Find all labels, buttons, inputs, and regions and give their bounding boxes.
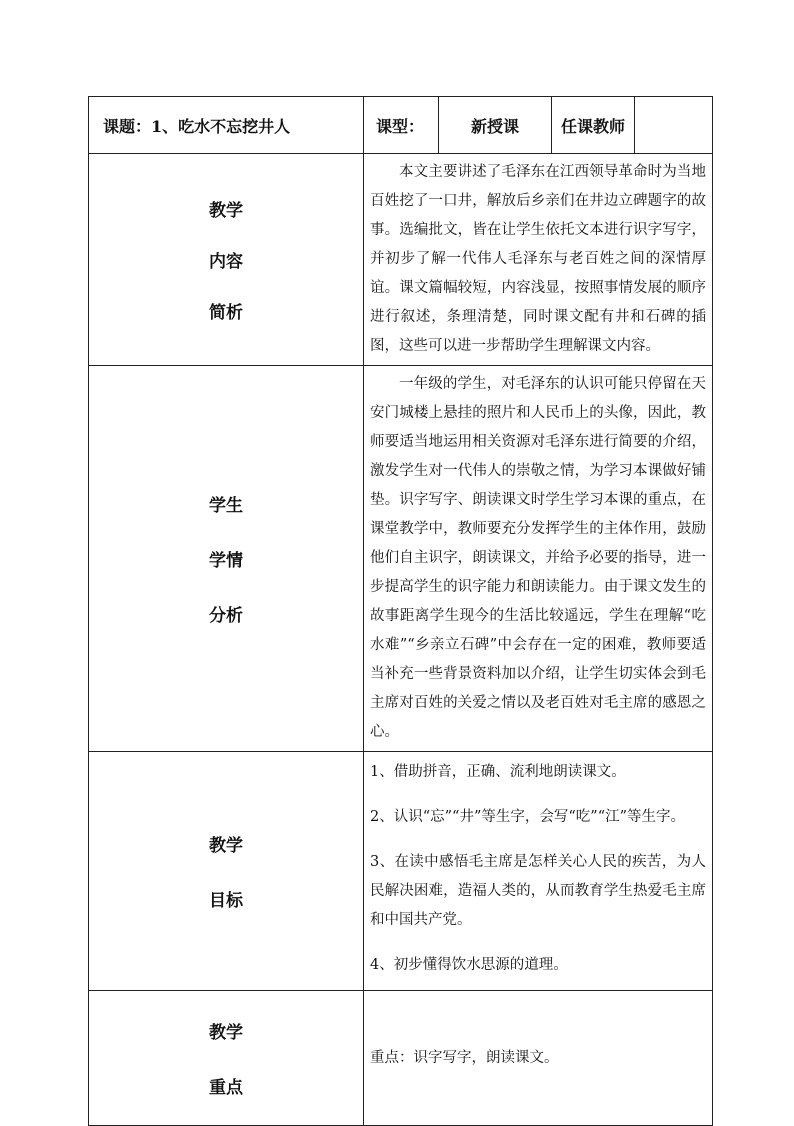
teacher-value bbox=[635, 97, 713, 154]
goals-cell bbox=[364, 752, 713, 991]
content-text: 本文主要讲述了毛泽东在江西领导革命时为当地百姓挖了一口井，解放后乡亲们在井边立碑题字的故事。选编批文，皆在让学生依托文本进行识字写字，并初步了解一代伟人毛泽东与老百姓之间的深情厚谊。课文篇幅较短，内容浅显，按照事情发展的顺序进行叙述，条理清楚，同时课文配有井和石碑的插图，这些可以进一步帮助学生理解课文内容。 bbox=[370, 164, 706, 354]
content-label: 教学 内容 简析 bbox=[89, 154, 364, 366]
lesson-plan-table bbox=[88, 96, 713, 1126]
lesson-plan-sheet bbox=[88, 96, 713, 1126]
goals-row bbox=[89, 752, 713, 991]
focus-label: 教学 重点 bbox=[89, 991, 364, 1126]
students-text: 一年级的学生，对毛泽东的认识可能只停留在天安门城楼上悬挂的照片和人民币上的头像，因此，教师要适当地运用相关资源对毛泽东进行简要的介绍，激发学生对一代伟人的崇敬之情，为学习本课做好铺垫。识字写字、朗读课文时学生学习本课的重点，在课堂教学中，教师要充分发挥学生的主体作用，鼓励他们自主识字，朗读课文，并给予必要的指导，进一步提高学生的识字能力和朗读能力。由于课文发生的故事距离学生现今的生活比较遥远，学生在理解“吃水难”“乡亲立石碑”中会存在一定的困难，教师要适当补充一些背景资料加以介绍，让学生切实体会到毛主席对百姓的关爱之情以及老百姓对毛主席的感恩之心。 bbox=[370, 376, 706, 740]
students-text-cell bbox=[364, 366, 713, 752]
goal-item: 1、借助拼音，正确、流利地朗读课文。 bbox=[370, 764, 626, 780]
teacher-label: 任课教师 bbox=[552, 97, 635, 154]
goals-label: 教学 目标 bbox=[89, 752, 364, 991]
lesson-title: 课题：1、吃水不忘挖井人 bbox=[89, 97, 364, 154]
goal-item: 3、在读中感悟毛主席是怎样关心人民的疾苦，为人民解决困难，造福人类的，从而教育学生热爱毛主席和中国共产党。 bbox=[370, 854, 706, 928]
lesson-type-value: 新授课 bbox=[439, 97, 552, 154]
students-row bbox=[89, 366, 713, 752]
goal-item: 2、认识“忘”“井”等生字，会写“吃”“江”等生字。 bbox=[370, 809, 686, 825]
header-row bbox=[89, 97, 713, 154]
focus-text: 重点：识字写字，朗读课文。 bbox=[370, 1049, 559, 1066]
focus-cell bbox=[364, 991, 713, 1126]
students-label: 学生 学情 分析 bbox=[89, 366, 364, 752]
lesson-type-label: 课型： bbox=[364, 97, 439, 154]
goal-item: 4、初步懂得饮水思源的道理。 bbox=[370, 957, 568, 973]
content-text-cell bbox=[364, 154, 713, 366]
focus-row bbox=[89, 991, 713, 1126]
content-row bbox=[89, 154, 713, 366]
